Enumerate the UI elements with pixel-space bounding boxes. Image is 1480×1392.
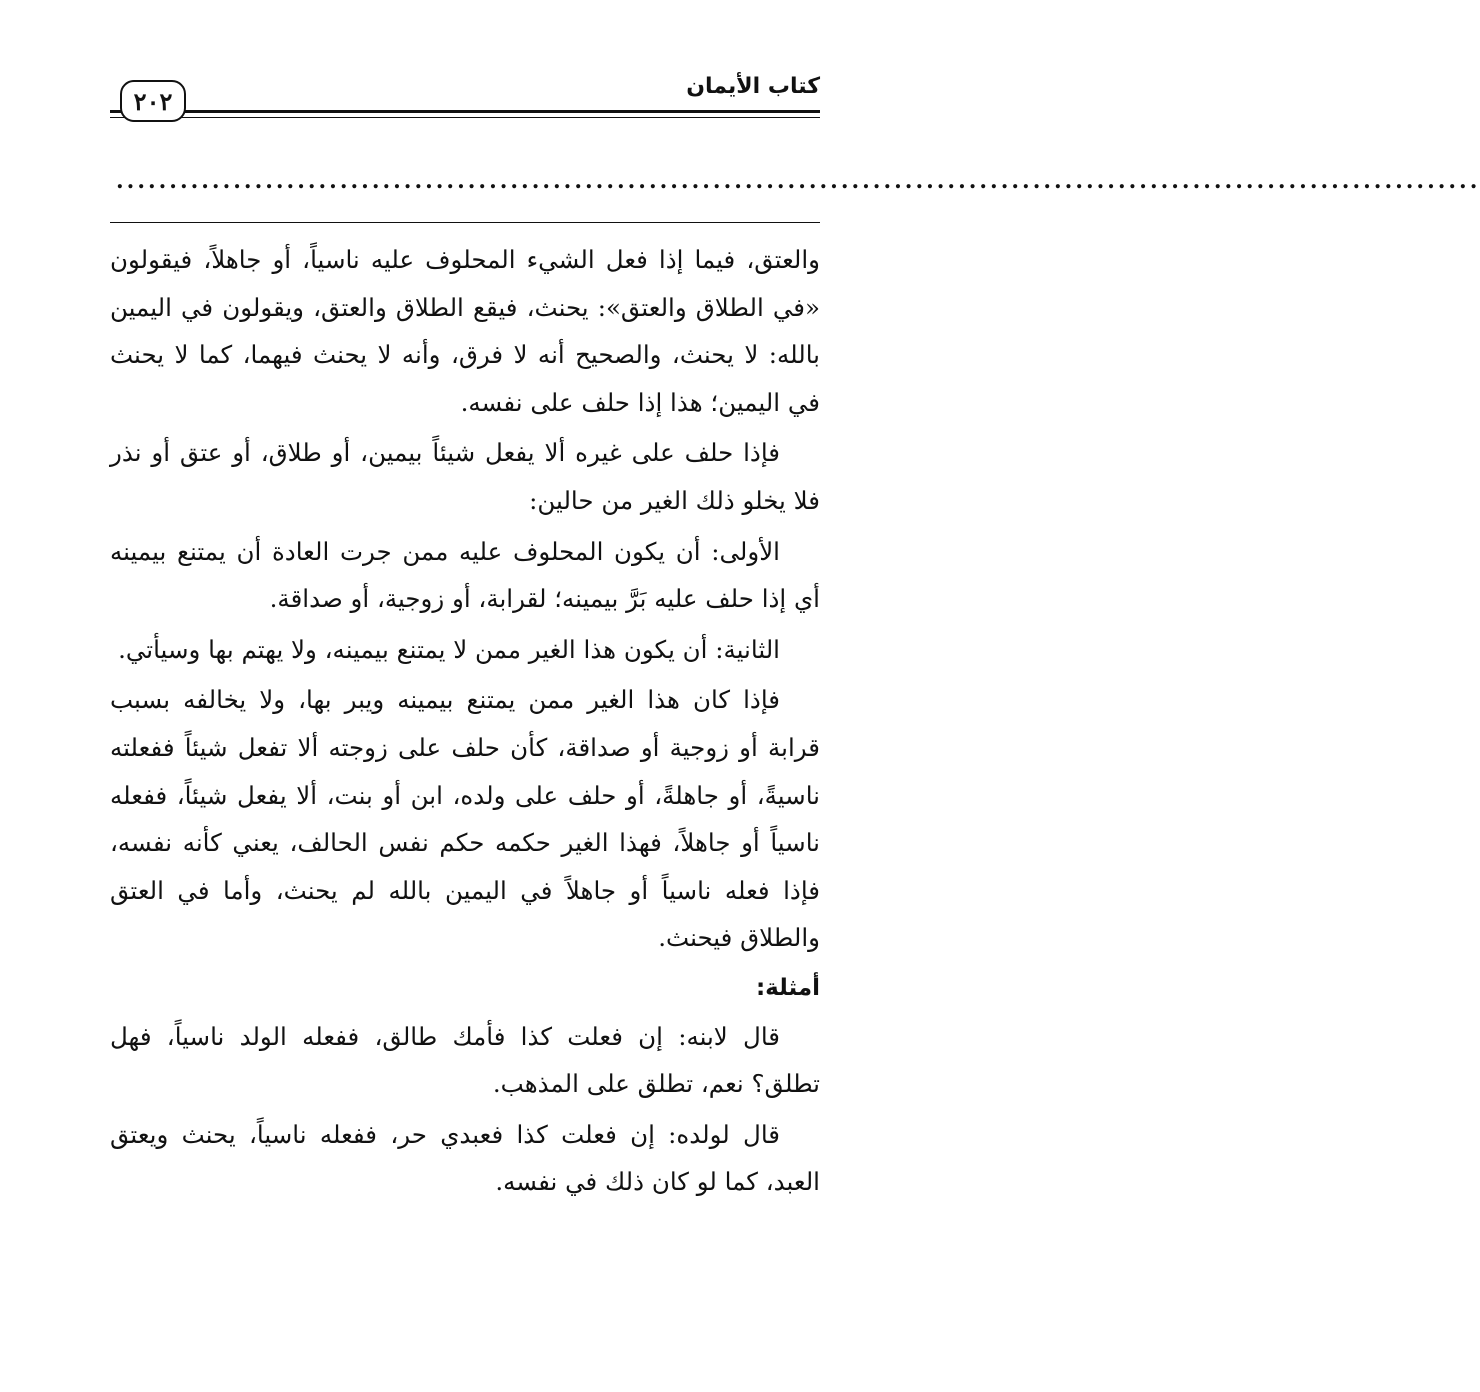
- example-paragraph: قال لولده: إن فعلت كذا فعبدي حر، ففعله ناسياً، يحنث ويعتق العبد، كما لو كان ذلك في نفسه.: [110, 1119, 820, 1197]
- paragraph: فإذا كان هذا الغير ممن يمتنع بيمينه ويبر بها، ولا يخالفه بسبب قرابة أو زوجية أو صداقة، كأن حلف على زوجته ألا تفعل شيئاً ففعلته ناسيةً، أو جاهلةً، أو حلف على ولده، ابن أو بنت، ألا يفعل شيئاً، ففعله ناسياً أو جاهلاً، فهذا الغير حكمه حكم نفس الحالف، يعني كأنه نفسه، فإذا فعله ناسياً أو جاهلاً في اليمين بالله لم يحنث، وأما في العتق والطلاق فيحنث.: [110, 685, 820, 953]
- paragraph: فإذا حلف على غيره ألا يفعل شيئاً بيمين، أو طلاق، أو عتق أو نذر فلا يخلو ذلك الغير من حالين:: [110, 438, 820, 515]
- section-heading: أمثلة:: [755, 974, 820, 1001]
- page-header: [110, 74, 820, 128]
- page-number: ٢٠٢: [120, 80, 186, 122]
- book-title: كتاب الأيمان: [676, 74, 820, 108]
- footnote-dots: ................................................................................................................................: [116, 168, 1480, 194]
- header-rule-thick: [110, 110, 820, 113]
- paragraph: والعتق، فيما إذا فعل الشيء المحلوف عليه ناسياً، أو جاهلاً، فيقولون «في الطلاق والعتق»: يحنث، فيقع الطلاق والعتق، ويقولون في اليمين بالله: لا يحنث، والصحيح أنه لا فرق، وأنه لا يحنث فيهما، كما لا يحنث في اليمين؛ هذا إذا حلف على نفسه.: [110, 245, 820, 417]
- footnote-separator: [110, 222, 820, 223]
- paragraph: الثانية: أن يكون هذا الغير ممن لا يمتنع بيمينه، ولا يهتم بها وسيأتي.: [118, 634, 780, 664]
- body-text: [110, 236, 820, 1209]
- example-paragraph: قال لابنه: إن فعلت كذا فأمك طالق، ففعله الولد ناسياً، فهل تطلق؟ نعم، تطلق على المذهب.: [110, 1021, 820, 1099]
- header-rule-thin: [110, 117, 820, 118]
- paragraph: الأولى: أن يكون المحلوف عليه ممن جرت العادة أن يمتنع بيمينه أي إذا حلف عليه بَرَّ بيمينه؛ لقرابة، أو زوجية، أو صداقة.: [110, 536, 820, 614]
